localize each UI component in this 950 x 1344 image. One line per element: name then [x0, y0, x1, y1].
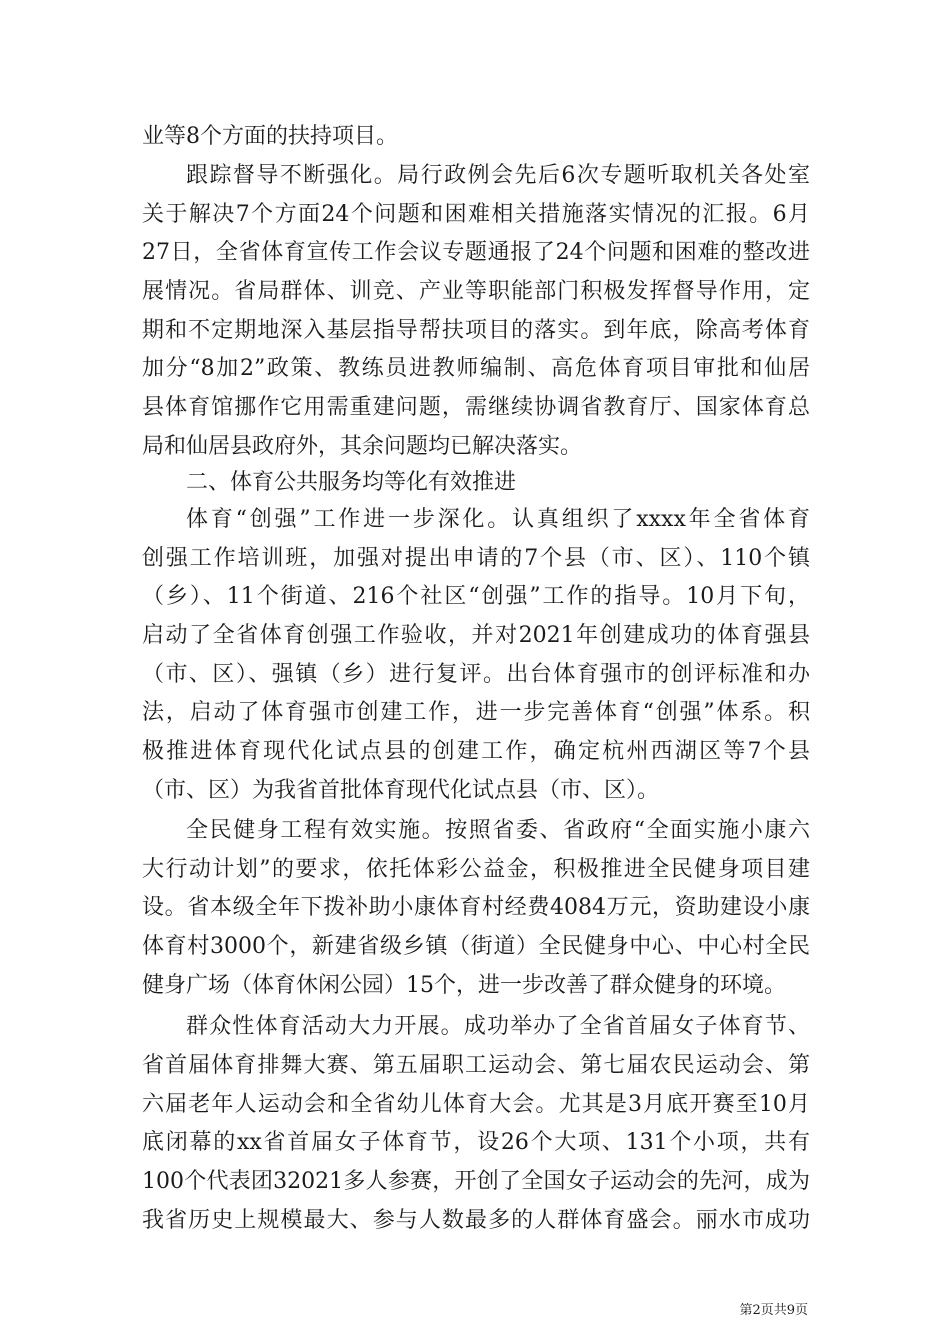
text-line: 体育村3000个，新建省级乡镇（街道）全民健身中心、中心村全民	[142, 934, 810, 959]
text-line: 100个代表团32021多人参赛，开创了全国女子运动会的先河，成为	[142, 1169, 810, 1194]
text-line: 设。省本级全年下拨补助小康体育村经费4084万元，资助建设小康	[142, 895, 810, 920]
text-line: 关于解决7个方面24个问题和困难相关措施落实情况的汇报。6月	[142, 202, 810, 227]
text-line: 局和仙居县政府外，其余问题均已解决落实。	[142, 434, 583, 459]
paragraph-first-line: 全民健身工程有效实施。按照省委、省政府“全面实施小康六	[186, 818, 810, 843]
text-line: （乡）、11个街道、216个社区“创强”工作的指导。10月下旬，	[142, 584, 810, 609]
text-line: 加分“8加2”政策、教练员进教师编制、高危体育项目审批和仙居	[142, 356, 810, 381]
text-line: 启动了全省体育创强工作验收，并对2021年创建成功的体育强县	[142, 623, 810, 648]
paragraph-first-line: 群众性体育活动大力开展。成功举办了全省首届女子体育节、	[186, 1014, 810, 1039]
text-line: 创强工作培训班，加强对提出申请的7个县（市、区）、110个镇	[142, 546, 810, 571]
section-heading: 二、体育公共服务均等化有效推进	[186, 470, 517, 495]
text-line: 县体育馆挪作它用需重建问题，需继续协调省教育厅、国家体育总	[142, 395, 810, 420]
text-line: （市、区）、强镇（乡）进行复评。出台体育强市的创评标准和办	[142, 662, 810, 687]
text-line: 展情况。省局群体、训竞、产业等职能部门积极发挥督导作用，定	[142, 279, 810, 304]
page-number-footer: 第2页共9页	[739, 1303, 808, 1318]
paragraph-first-line: 体育“创强”工作进一步深化。认真组织了xxxx年全省体育	[186, 507, 810, 532]
text-line: 六届老年人运动会和全省幼儿体育大会。尤其是3月底开赛至10月	[142, 1092, 810, 1117]
paragraph-first-line: 跟踪督导不断强化。局行政例会先后6次专题听取机关各处室	[186, 163, 810, 188]
text-line: 期和不定期地深入基层指导帮扶项目的落实。到年底，除高考体育	[142, 318, 810, 343]
text-line: 大行动计划”的要求，依托体彩公益金，积极推进全民健身项目建	[142, 857, 810, 882]
text-line: （市、区）为我省首批体育现代化试点县（市、区）。	[142, 778, 660, 803]
text-line: 健身广场（体育休闲公园）15个，进一步改善了群众健身的环境。	[142, 973, 786, 998]
text-line: 法，启动了体育强市创建工作，进一步完善体育“创强”体系。积	[142, 700, 810, 725]
text-line: 27日，全省体育宣传工作会议专题通报了24个问题和困难的整改进	[142, 240, 810, 265]
text-line: 省首届体育排舞大赛、第五届职工运动会、第七届农民运动会、第	[142, 1053, 810, 1078]
text-line: 我省历史上规模最大、参与人数最多的人群体育盛会。丽水市成功	[142, 1208, 810, 1233]
text-line: 底闭幕的xx省首届女子体育节，设26个大项、131个小项，共有	[142, 1130, 810, 1155]
text-line: 业等8个方面的扶持项目。	[142, 124, 398, 149]
text-line: 极推进体育现代化试点县的创建工作，确定杭州西湖区等7个县	[142, 739, 810, 764]
